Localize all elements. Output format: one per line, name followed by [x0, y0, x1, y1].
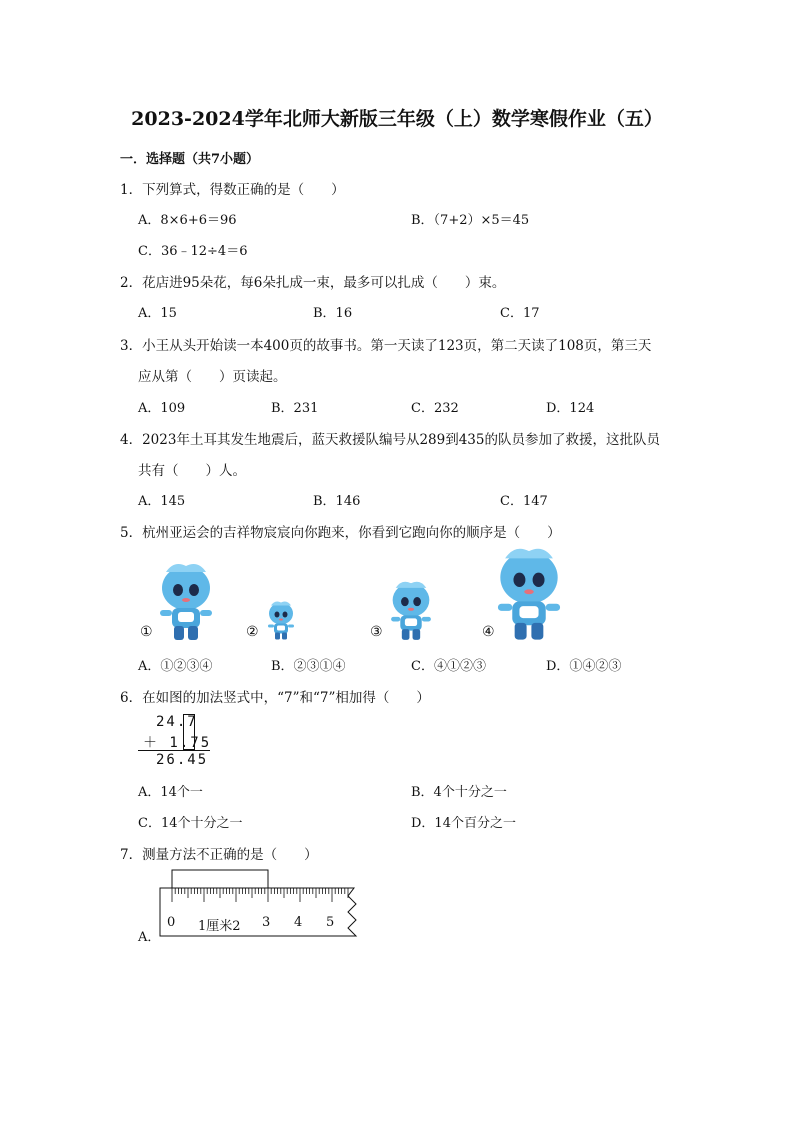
highlight-box-sevens	[183, 714, 195, 750]
ruler-label-4: 4	[294, 915, 303, 930]
q5-option-b[interactable]: B．②③①④	[271, 659, 346, 674]
q3-option-d[interactable]: D．124	[546, 401, 595, 416]
mascot-figure-4	[488, 544, 570, 642]
mascot-figure-3	[385, 578, 437, 642]
question-3-stem: 3．小王从头开始读一本400页的故事书。第一天读了123页，第二天读了108页，第三天	[120, 338, 652, 354]
question-6-stem: 6．在如图的加法竖式中，“7”和“7”相加得（ ）	[120, 690, 430, 706]
q1-option-a[interactable]: A．8×6+6＝96	[138, 213, 237, 228]
q5-option-a[interactable]: A．①②③④	[138, 659, 213, 674]
mascot-figure-2	[264, 598, 298, 642]
section-heading: 一．选择题（共7小题）	[120, 152, 260, 167]
q4-option-b[interactable]: B．146	[313, 494, 361, 509]
ruler-label-5: 5	[326, 915, 335, 930]
q3-option-a[interactable]: A．109	[138, 401, 186, 416]
q7-option-a[interactable]: A．	[138, 930, 161, 945]
q6-option-b[interactable]: B．4个十分之一	[411, 785, 507, 800]
question-5-stem: 5．杭州亚运会的吉祥物宸宸向你跑来，你看到它跑向你的顺序是（ ）	[120, 525, 561, 541]
vertical-addend-1: 24.7	[156, 714, 198, 730]
figure-label-1: ①	[140, 624, 153, 640]
q4-option-c[interactable]: C．147	[500, 494, 548, 509]
q6-option-d[interactable]: D．14个百分之一	[411, 816, 516, 831]
q1-option-b[interactable]: B．（7+2）×5＝45	[411, 213, 530, 228]
vertical-addend-2: ＋ 1.75	[143, 735, 212, 751]
q2-option-c[interactable]: C．17	[500, 306, 540, 321]
ruler-label-0: 0	[167, 915, 176, 930]
question-4-stem-cont: 共有（ ）人。	[138, 463, 246, 479]
question-3-stem-cont: 应从第（ ）页读起。	[138, 369, 287, 385]
q6-option-c[interactable]: C．14个十分之一	[138, 816, 243, 831]
question-1-stem: 1．下列算式，得数正确的是（ ）	[120, 182, 345, 198]
figure-label-2: ②	[246, 624, 259, 640]
q2-option-a[interactable]: A．15	[138, 306, 177, 321]
question-2-stem: 2．花店进95朵花，每6朵扎成一束，最多可以扎成（ ）束。	[120, 275, 506, 291]
figure-label-3: ③	[370, 624, 383, 640]
q3-option-b[interactable]: B．231	[271, 401, 319, 416]
q3-option-c[interactable]: C．232	[411, 401, 459, 416]
q2-option-b[interactable]: B．16	[313, 306, 353, 321]
q4-option-a[interactable]: A．145	[138, 494, 186, 509]
ruler-label-3: 3	[262, 915, 271, 930]
question-4-stem: 4．2023年土耳其发生地震后，蓝天救援队编号从289到435的队员参加了救援，这批队员	[120, 432, 660, 448]
q5-option-c[interactable]: C．④①②③	[411, 659, 486, 674]
vertical-sum: 26.45	[156, 752, 209, 768]
page-title: 2023-2024学年北师大新版三年级（上）数学寒假作业（五）	[131, 108, 663, 130]
mascot-figure-1	[152, 560, 220, 642]
q6-option-a[interactable]: A．14个一	[138, 785, 203, 800]
q5-option-d[interactable]: D．①④②③	[546, 659, 622, 674]
question-7-stem: 7．测量方法不正确的是（ ）	[120, 847, 318, 863]
q1-option-c[interactable]: C．36﹣12÷4＝6	[138, 244, 248, 259]
figure-label-4: ④	[482, 624, 495, 640]
vertical-sum-line	[138, 750, 210, 751]
ruler-label-1: 1厘米2	[198, 919, 241, 934]
